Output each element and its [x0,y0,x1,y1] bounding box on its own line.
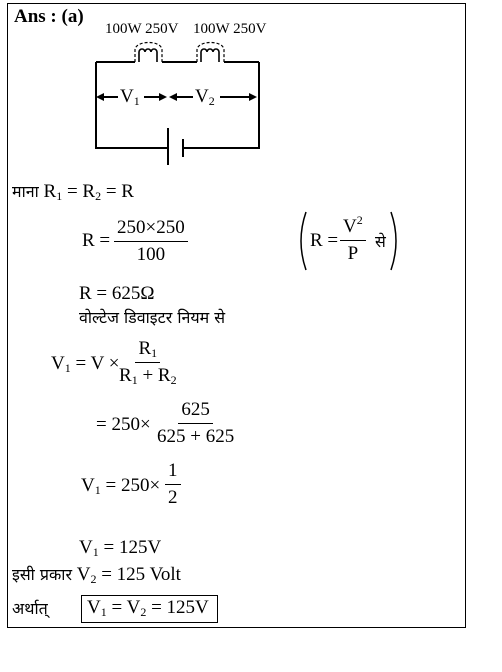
v2-label: $V_2$ [195,86,215,108]
v1-result: $V_1 = 125V$ [79,537,162,559]
eq-step2-lhs: = 250× [96,414,151,435]
bulb1-rating: 100W 250V [105,21,179,37]
similarly-line: इसी प्रकार $V_2 = 125$ Volt [12,564,181,586]
bulb2-icon [197,43,224,63]
final-answer: $V_1 = V_2 = 125V$ [87,597,209,619]
answer-label: Ans : (a) [14,6,84,27]
eq-r-lhs: R = [82,230,111,251]
bulb2-rating: 100W 250V [193,21,267,37]
eq-v1-fraction: $\frac{R_1}{R_1 + R_2}$ [119,338,177,387]
note-suffix: से [375,232,386,251]
note-lhs: R = [310,230,339,251]
assume-line: माना $R_1 = R_2 = R$ [12,181,134,203]
bulb1-icon [135,43,162,63]
v1-label: $V_1$ [120,86,140,108]
note-left-paren [301,212,306,270]
eq-step3-fraction: $\frac{1}{2}$ [165,460,181,509]
eq-step3-lhs: $V_1 = 250\times$ [81,475,161,497]
final-prefix: अर्थात् [12,599,48,618]
eq-r-fraction: $\frac{250\times 250}{100}$ [114,217,188,266]
eq-v1-lhs: $V_1 = V$ × [51,353,120,375]
note-fraction: $\frac{V^2}{P}$ [340,216,366,265]
r-value: R = 625Ω [79,283,155,304]
voltage-divider-text: वोल्टेज डिवाइटर नियम से [79,308,226,327]
note-right-paren [391,212,396,270]
eq-step2-fraction: $\frac{625}{625 + 625}$ [157,399,235,447]
